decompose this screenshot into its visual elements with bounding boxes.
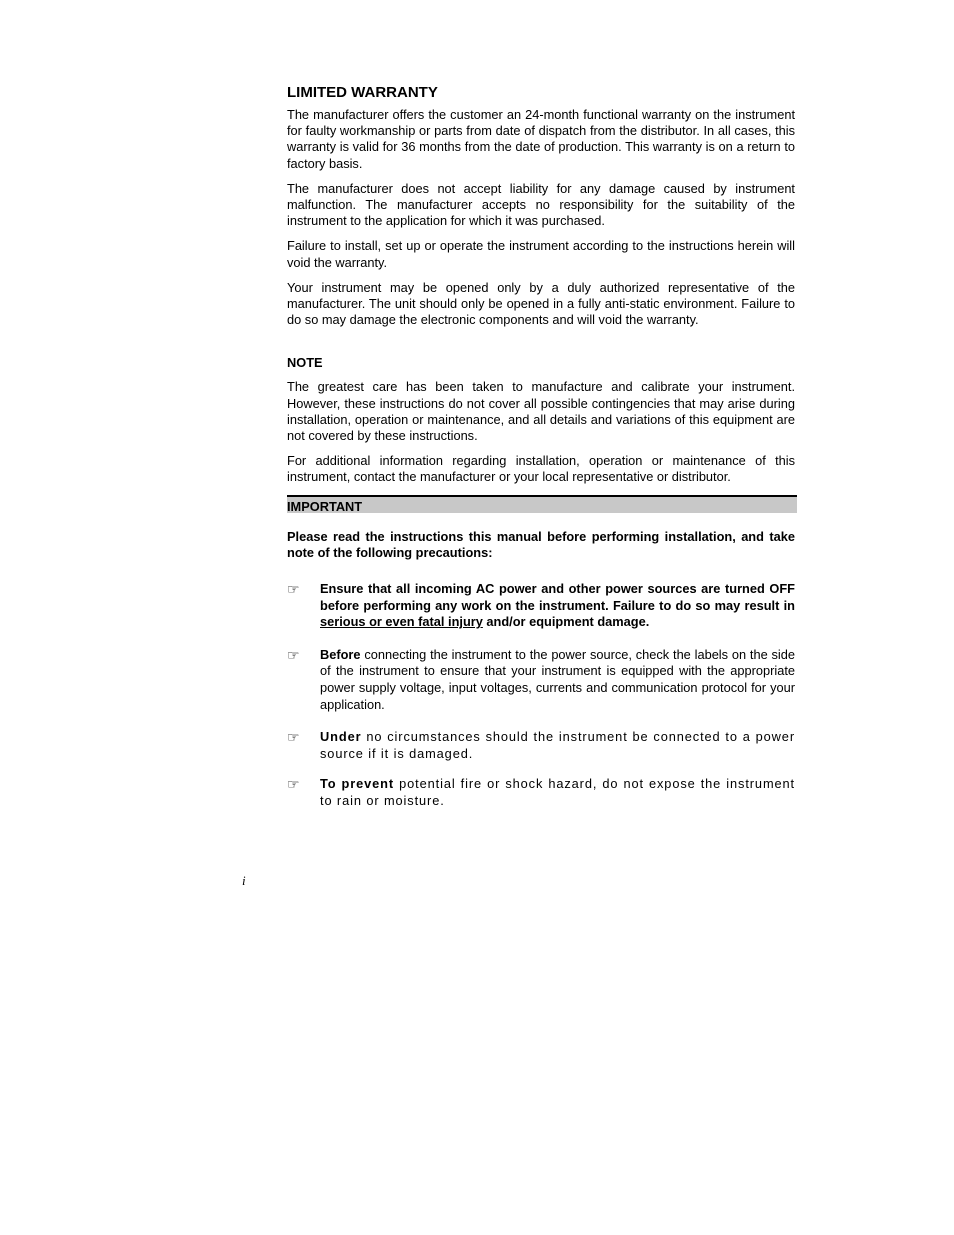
pointing-hand-icon: ☞: [287, 581, 300, 598]
warranty-paragraph-2: The manufacturer does not accept liability for any damage caused by instrument malfunction. The manufacturer accepts no responsibility for the suitability of the instrument to the application for which it was purchased.: [287, 180, 795, 229]
note-paragraph-1: The greatest care has been taken to manufacture and calibrate your instrument. However, these instructions do not cover all possible contingencies that may arise during installation, operation or maintenance, and all details and variations of this equipment are not covered by these instructions.: [287, 379, 795, 444]
precaution-3: [287, 729, 795, 762]
note-paragraph-2: For additional information regarding installation, operation or maintenance of this instrument, contact the manufacturer or your local representative or distributor.: [287, 453, 795, 485]
fatal-injury-underline: serious or even fatal injury: [320, 614, 483, 630]
page-number: i: [242, 873, 246, 888]
important-heading: IMPORTANT: [287, 495, 797, 513]
precaution-3-text: Under no circumstances should the instrument be connected to a power source if it is damaged.: [320, 729, 795, 761]
precaution-1: [287, 581, 795, 631]
pointing-hand-icon: ☞: [287, 646, 300, 663]
precaution-2-text: Before connecting the instrument to the power source, check the labels on the side of the instrument to ensure that your instrument is equipped with the appropriate power supply voltage, input voltages, currents and communication protocol for your application.: [320, 646, 795, 712]
warranty-title: LIMITED WARRANTY: [287, 84, 438, 101]
pointing-hand-icon: ☞: [287, 776, 300, 793]
precaution-1-text: Ensure that all incoming AC power and other power sources are turned OFF before performing any work on the instrument. Failure to do so may result in serious or even fatal injury and/or equipment damage.: [320, 581, 795, 630]
important-intro: Please read the instructions this manual before performing installation, and take note of the following precautions:: [287, 528, 795, 560]
precaution-4-text: To prevent potential fire or shock hazard, do not expose the instrument to rain or moisture.: [320, 776, 795, 808]
precaution-4: [287, 776, 795, 809]
page-content: [287, 84, 795, 810]
warranty-paragraph-4: Your instrument may be opened only by a duly authorized representative of the manufacturer. The unit should only be opened in a fully anti-static environment. Failure to do so may damage the electronic components and will void the warranty.: [287, 279, 795, 328]
warranty-paragraph-3: Failure to install, set up or operate the instrument according to the instructions herein will void the warranty.: [287, 238, 795, 270]
warranty-paragraph-1: The manufacturer offers the customer an 24-month functional warranty on the instrument for faulty workmanship or parts from date of dispatch from the distributor. In all cases, this warranty is valid for 36 months from the date of production. This warranty is on a return to factory basis.: [287, 107, 795, 171]
pointing-hand-icon: ☞: [287, 729, 300, 746]
note-title: NOTE: [287, 355, 323, 371]
precaution-2: [287, 647, 795, 713]
